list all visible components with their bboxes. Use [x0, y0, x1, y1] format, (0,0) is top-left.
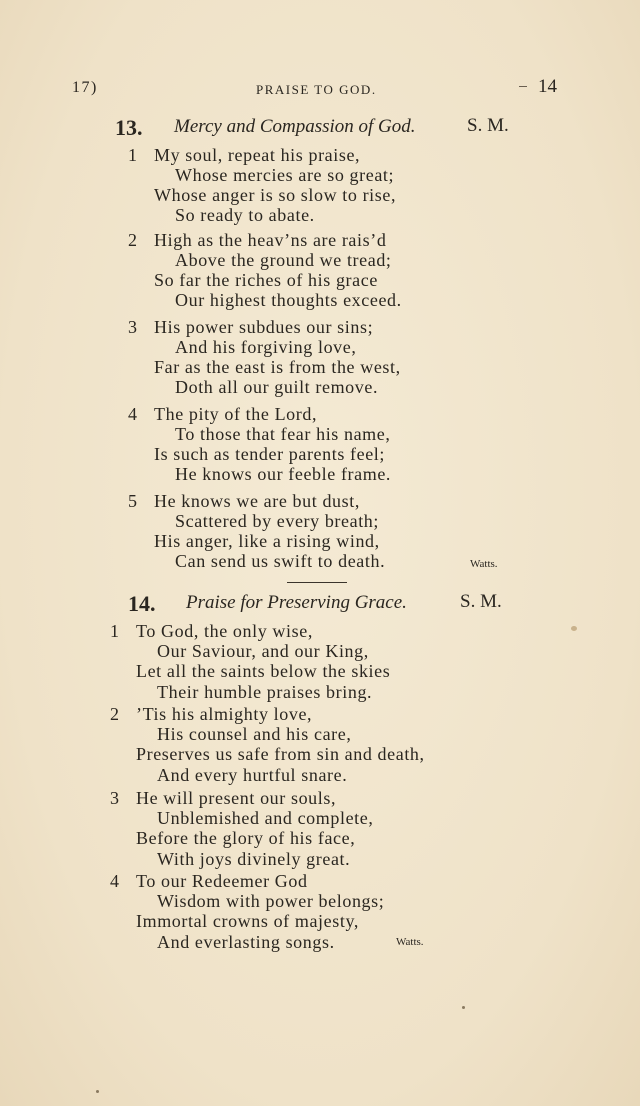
verse-line: Preserves us safe from sin and death, — [136, 744, 425, 765]
verse-line: To God, the only wise, — [136, 621, 313, 641]
hymn-number: 14. — [128, 591, 156, 616]
verse-line: Scattered by every breath; — [175, 511, 380, 531]
verse-line: High as the heav’ns are rais’d — [154, 230, 387, 250]
verse-line: He knows our feeble frame. — [175, 464, 392, 484]
verse-line: So ready to abate. — [175, 205, 315, 225]
verse-line: Far as the east is from the west, — [154, 357, 401, 377]
verse-line: So far the riches of his grace — [154, 270, 378, 290]
verse-line: To our Redeemer God — [136, 871, 308, 891]
verse-number: 4 — [128, 404, 137, 424]
hymn-number: 13. — [115, 115, 143, 140]
verse-line: Can send us swift to death. — [175, 551, 386, 571]
verse-line: Wisdom with power belongs; — [157, 891, 385, 912]
verse-line: Our Saviour, and our King, — [157, 641, 369, 662]
verse-line: He will present our souls, — [136, 788, 337, 808]
hymn-meter: S. M. — [467, 115, 509, 136]
verse-number: 5 — [128, 491, 137, 511]
hymn-title: Praise for Preserving Grace. — [186, 592, 407, 613]
verse-line: His counsel and his care, — [157, 724, 352, 745]
verse-line: And his forgiving love, — [175, 337, 357, 357]
author-attribution: Watts. — [396, 936, 424, 948]
running-head: PRAISE TO GOD. — [256, 82, 377, 97]
page-number: 14 — [538, 76, 557, 97]
verse-line: His power subdues our sins; — [154, 317, 374, 337]
section-divider — [287, 582, 347, 583]
verse-number: 1 — [110, 621, 119, 641]
verse-number: 2 — [110, 704, 119, 724]
author-attribution: Watts. — [470, 558, 498, 570]
paper-speck — [96, 1090, 99, 1093]
verse-line: Immortal crowns of majesty, — [136, 911, 359, 932]
verse-line: Doth all our guilt remove. — [175, 377, 379, 397]
verse-line: Our highest thoughts exceed. — [175, 290, 402, 310]
verse-number: 3 — [110, 788, 119, 808]
verse-line: With joys divinely great. — [157, 848, 351, 869]
verse-line: And every hurtful snare. — [157, 764, 348, 785]
verse-line: And everlasting songs. — [157, 931, 335, 952]
hymn-title: Mercy and Compassion of God. — [174, 116, 416, 137]
verse-line: Before the glory of his face, — [136, 828, 356, 849]
verse-line: ’Tis his almighty love, — [136, 704, 313, 724]
hymn-meter: S. M. — [460, 591, 502, 612]
verse-line: Is such as tender parents feel; — [154, 444, 386, 464]
verse-line: Let all the saints below the skies — [136, 661, 391, 682]
verse-line: Above the ground we tread; — [175, 250, 392, 270]
verse-number: 3 — [128, 317, 137, 337]
verse-line: His anger, like a rising wind, — [154, 531, 380, 551]
header-mark — [519, 86, 527, 87]
verse-line: Whose mercies are so great; — [175, 165, 395, 185]
verse-line: The pity of the Lord, — [154, 404, 318, 424]
verse-line: Their humble praises bring. — [157, 681, 373, 702]
paper-speck — [571, 626, 577, 631]
verse-line: To those that fear his name, — [175, 424, 391, 444]
verse-number: 2 — [128, 230, 137, 250]
verse-line: He knows we are but dust, — [154, 491, 360, 511]
verse-number: 1 — [128, 145, 137, 165]
verse-number: 4 — [110, 871, 119, 891]
verse-line: Whose anger is so slow to rise, — [154, 185, 397, 205]
paper-speck — [462, 1006, 465, 1009]
verse-line: Unblemished and complete, — [157, 808, 374, 829]
page-header-left: 17) — [72, 79, 98, 96]
verse-line: My soul, repeat his praise, — [154, 145, 361, 165]
